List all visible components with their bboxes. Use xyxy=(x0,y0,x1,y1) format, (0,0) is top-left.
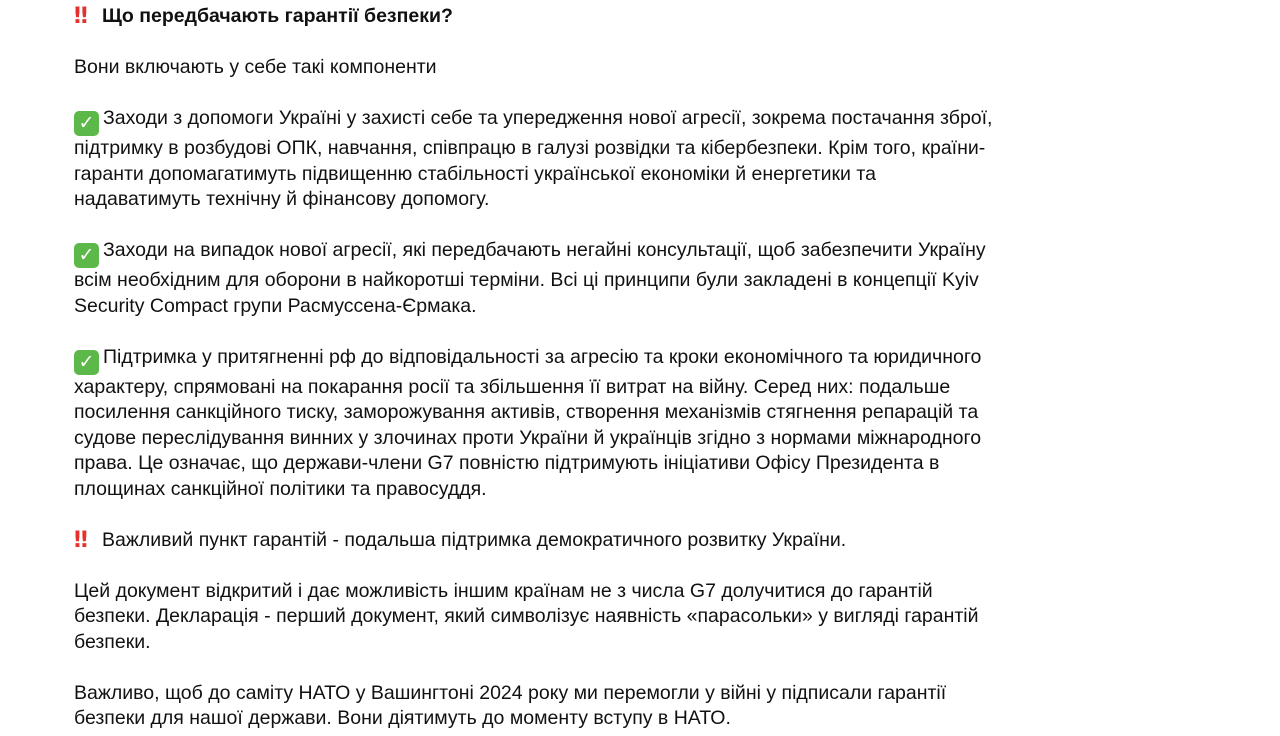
item-line: посилення санкційного тиску, заморожування активів, створення механізмів стягнення репарацій та xyxy=(74,401,979,423)
document-note-paragraph xyxy=(74,579,1134,656)
note-line: Цей документ відкритий і дає можливість іншим країнам не з числа G7 долучитися до гарантій xyxy=(74,579,933,602)
check-mark-icon: ✓ xyxy=(74,243,99,268)
double-exclamation-icon: ‼ xyxy=(74,4,85,29)
check-mark-icon: ✓ xyxy=(74,350,99,375)
item-line: ✓ Заходи на випадок нової агресії, які передбачають негайні консультації, щоб забезпечити Україну xyxy=(74,238,1134,268)
heading-text: Що передбачають гарантії безпеки? xyxy=(102,5,453,27)
guarantee-item-1 xyxy=(74,106,1134,213)
note-line: безпеки. Декларація - перший документ, який символізує наявність «парасольки» у вигляді гарантій xyxy=(74,605,979,627)
closing-line: Важливо, щоб до саміту НАТО у Вашингтоні 2024 року ми перемогли у війні у підписали гарантії xyxy=(74,681,947,704)
important-text: Важливий пункт гарантій - подальша підтримка демократичного розвитку України. xyxy=(102,528,847,551)
item-line: Security Compact групи Расмуссена-Єрмака. xyxy=(74,294,477,317)
check-mark-icon: ✓ xyxy=(74,111,99,136)
item-line: права. Це означає, що держави-члени G7 повністю підтримують ініціативи Офісу Президента в xyxy=(74,452,940,474)
note-line: безпеки. xyxy=(74,630,151,653)
item-line: судове переслідування винних у злочинах проти України й українців згідно з нормами міжнародного xyxy=(74,426,982,449)
item-line: площинах санкційної політики та правосуддя. xyxy=(74,477,487,500)
closing-line: безпеки для нашої держави. Вони діятимуть до моменту вступу в НАТО. xyxy=(74,707,731,729)
item-line: надаватимуть технічну й фінансову допомогу. xyxy=(74,188,490,210)
intro-paragraph: Вони включають у себе такі компоненти xyxy=(74,56,437,78)
guarantee-item-2 xyxy=(74,238,1134,319)
closing-paragraph xyxy=(74,681,1134,732)
item-line: характеру, спрямовані на покарання росії та збільшення її витрат на війну. Серед них: подальше xyxy=(74,375,951,398)
item-line: ✓ Заходи з допомоги Україні у захисті себе та упередження нової агресії, зокрема постачання зброї, xyxy=(74,106,1134,136)
section-heading xyxy=(74,4,1134,30)
guarantee-item-3 xyxy=(74,345,1134,503)
item-line: гаранти допомагатимуть підвищенню стабільності української економіки й енергетики та xyxy=(74,162,876,185)
item-line: всім необхідним для оборони в найкоротші терміни. Всі ці принципи були закладені в концепції Kyiv xyxy=(74,269,979,291)
double-exclamation-icon: ‼ xyxy=(74,527,85,553)
item-line: ✓ Підтримка у притягненні рф до відповідальності за агресію та кроки економічного та юридичного xyxy=(74,345,1134,375)
important-point xyxy=(74,528,1134,554)
item-line: підтримку в розбудові ОПК, навчання, співпрацю в галузі розвідки та кібербезпеки. Крім того, країни- xyxy=(74,137,986,159)
